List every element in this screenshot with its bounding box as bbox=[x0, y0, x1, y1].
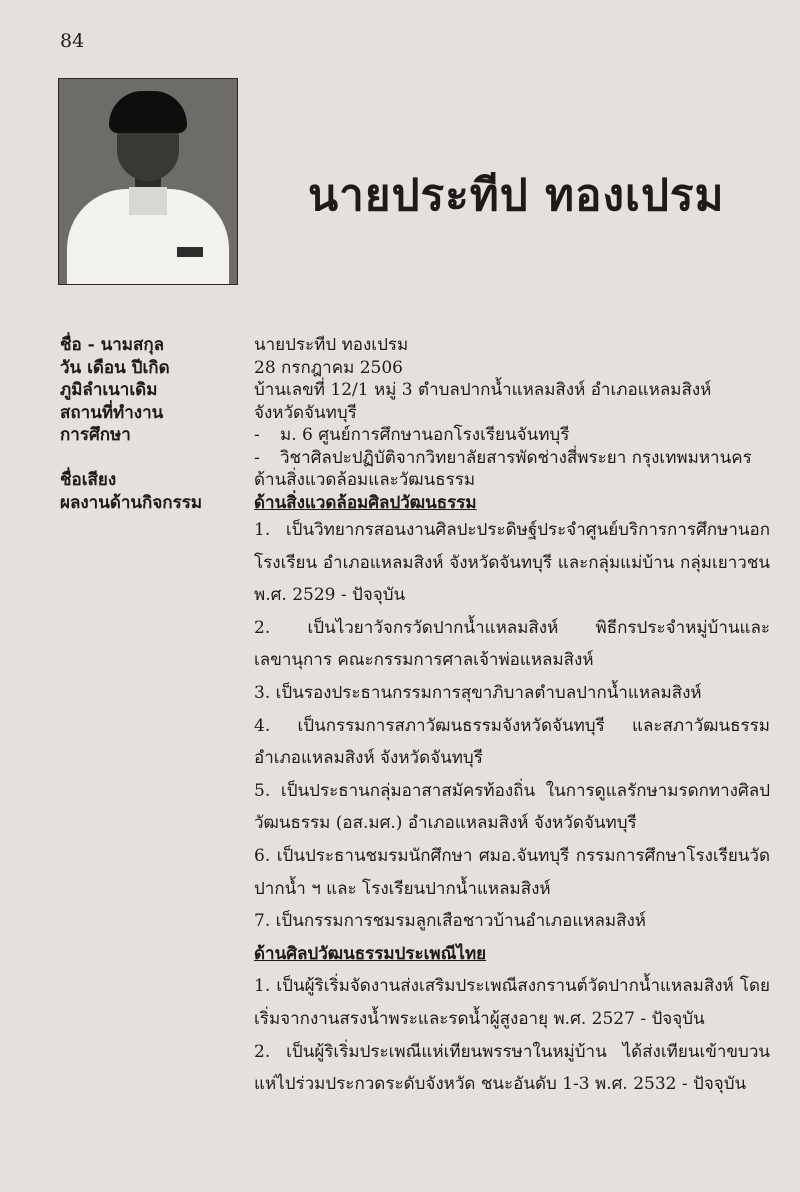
activity-list bbox=[254, 514, 770, 1101]
education-label: การศึกษา bbox=[60, 425, 131, 445]
education-item: - วิชาศิลปะปฏิบัติจากวิทยาลัยสารพัดช่างสี่พระยา กรุงเทพมหานคร bbox=[254, 447, 752, 468]
workplace-row bbox=[60, 402, 770, 425]
profile-info bbox=[60, 334, 770, 1101]
list-item: 2. เป็นผู้ริเริ่มประเพณีแห่เทียนพรรษาในหมู่บ้าน ได้ส่งเทียนเข้าขบวนแห่ไปร่วมประกวดระดับจังหวัด ชนะอันดับ 1-3 พ.ศ. 2532 - ปัจจุบัน bbox=[254, 1041, 770, 1095]
section-title-environment: ด้านสิ่งแวดล้อมศิลปวัฒนธรรม bbox=[254, 492, 477, 513]
page-number: 84 bbox=[60, 30, 85, 52]
education-row bbox=[60, 424, 770, 469]
birth-row bbox=[60, 357, 770, 380]
list-item: 2. เป็นไวยาวัจกรวัดปากน้ำแหลมสิงห์ พิธีกรประจำหมู่บ้านและเลขานุการ คณะกรรมการศาลเจ้าพ่อแหลมสิงห์ bbox=[254, 617, 770, 671]
list-item: 1. เป็นผู้ริเริ่มจัดงานส่งเสริมประเพณีสงกรานต์วัดปากน้ำแหลมสิงห์ โดยเริ่มจากงานสรงน้ำพระและรดน้ำผู้สูงอายุ พ.ศ. 2527 - ปัจจุบัน bbox=[254, 976, 770, 1029]
name-heading: นายประทีป ทองเปรม bbox=[308, 170, 725, 221]
workplace-value: จังหวัดจันทบุรี bbox=[254, 402, 357, 423]
list-item: 5. เป็นประธานกลุ่มอาสาสมัครท้องถิ่น ในการดูแลรักษามรดกทางศิลปวัฒนธรรม (อส.มศ.) อำเภอแหลมสิงห์ จังหวัดจันทบุรี bbox=[254, 780, 770, 834]
birth-label: วัน เดือน ปีเกิด bbox=[60, 357, 170, 378]
name-value: นายประทีป ทองเปรม bbox=[254, 335, 409, 355]
hometown-row bbox=[60, 379, 770, 402]
workplace-label: สถานที่ทำงาน bbox=[60, 402, 164, 423]
list-item: 6. เป็นประธานชมรมนักศึกษา ศมอ.จันทบุรี กรรมการศึกษาโรงเรียนวัดปากน้ำ ฯ และ โรงเรียนปากน้ำแหลมสิงห์ bbox=[254, 845, 770, 899]
fame-label: ชื่อเสียง bbox=[60, 470, 117, 490]
fame-row bbox=[60, 469, 770, 492]
section-title-tradition: ด้านศิลปวัฒนธรรมประเพณีไทย bbox=[254, 943, 487, 964]
list-item: 1. เป็นวิทยากรสอนงานศิลปะประดิษฐ์ประจำศูนย์บริการการศึกษานอกโรงเรียน อำเภอแหลมสิงห์ จังหวัดจันทบุรี และกลุ่มแม่บ้าน กลุ่มเยาวชน พ.ศ. 2529 - ปัจจุบัน bbox=[254, 520, 770, 606]
works-label: ผลงานด้านกิจกรรม bbox=[60, 492, 203, 513]
works-row bbox=[60, 492, 770, 515]
list-item: 3. เป็นรองประธานกรรมการสุขาภิบาลตำบลปากน้ำแหลมสิงห์ bbox=[254, 682, 702, 703]
hometown-label: ภูมิลำเนาเดิม bbox=[60, 380, 158, 400]
list-item: 4. เป็นกรรมการสภาวัฒนธรรมจังหวัดจันทบุรี และสภาวัฒนธรรมอำเภอแหลมสิงห์ จังหวัดจันทบุรี bbox=[254, 715, 770, 769]
list-item: 7. เป็นกรรมการชมรมลูกเสือชาวบ้านอำเภอแหลมสิงห์ bbox=[254, 911, 647, 932]
birth-value: 28 กรกฎาคม 2506 bbox=[254, 357, 403, 378]
fame-value: ด้านสิ่งแวดล้อมและวัฒนธรรม bbox=[254, 470, 476, 490]
education-item: - ม. 6 ศูนย์การศึกษานอกโรงเรียนจันทบุรี bbox=[254, 425, 570, 445]
hometown-value: บ้านเลขที่ 12/1 หมู่ 3 ตำบลปากน้ำแหลมสิงห์ อำเภอแหลมสิงห์ bbox=[254, 380, 712, 400]
portrait-photo bbox=[58, 78, 238, 285]
name-label: ชื่อ - นามสกุล bbox=[60, 335, 165, 355]
name-row bbox=[60, 334, 770, 357]
